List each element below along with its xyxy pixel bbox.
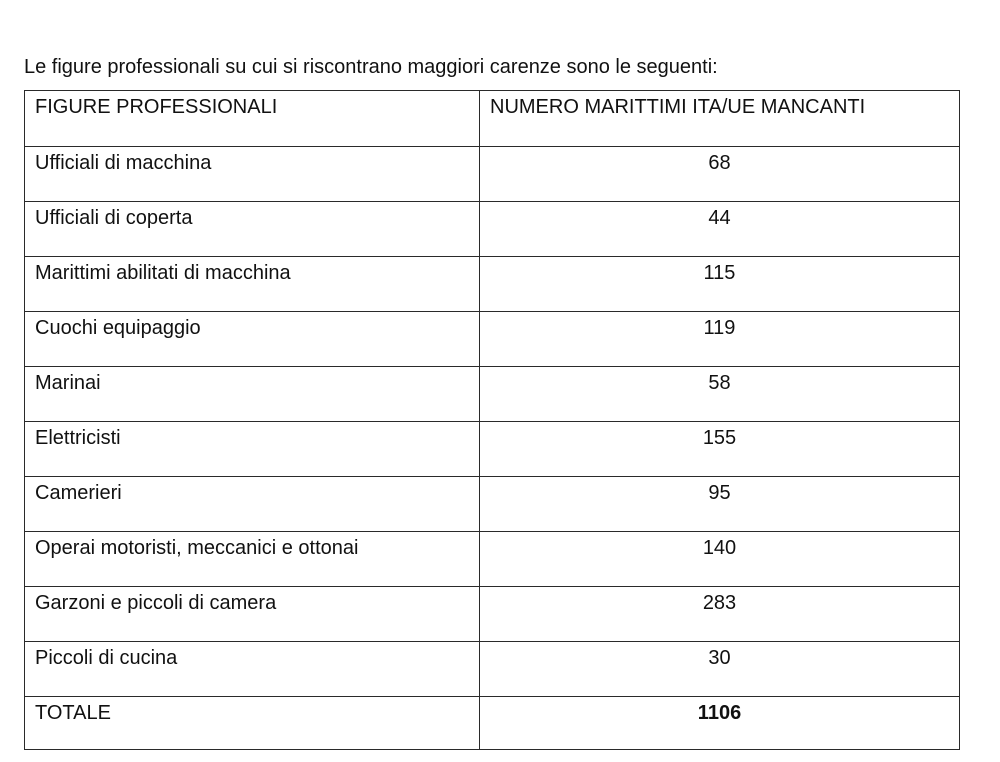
table-header xyxy=(25,91,960,147)
table-row xyxy=(25,532,960,587)
figure-cell: Ufficiali di coperta xyxy=(25,202,480,257)
table-row xyxy=(25,147,960,202)
figure-cell: Marittimi abilitati di macchina xyxy=(25,257,480,312)
count-cell: 140 xyxy=(480,532,960,587)
count-cell: 30 xyxy=(480,642,960,697)
total-label: TOTALE xyxy=(25,697,480,750)
figure-cell: Operai motoristi, meccanici e ottonai xyxy=(25,532,480,587)
table-row xyxy=(25,642,960,697)
figure-cell: Cuochi equipaggio xyxy=(25,312,480,367)
figure-cell: Camerieri xyxy=(25,477,480,532)
header-row xyxy=(25,91,960,147)
table-row xyxy=(25,587,960,642)
count-cell: 283 xyxy=(480,587,960,642)
table-body xyxy=(25,147,960,697)
count-cell: 44 xyxy=(480,202,960,257)
table-row xyxy=(25,202,960,257)
figure-cell: Garzoni e piccoli di camera xyxy=(25,587,480,642)
shortage-table xyxy=(24,90,960,750)
total-row xyxy=(25,697,960,750)
figure-cell: Elettricisti xyxy=(25,422,480,477)
figure-cell: Piccoli di cucina xyxy=(25,642,480,697)
header-count: NUMERO MARITTIMI ITA/UE MANCANTI xyxy=(480,91,960,147)
intro-text: Le figure professionali su cui si riscontrano maggiori carenze sono le seguenti: xyxy=(24,56,718,78)
table-row xyxy=(25,477,960,532)
table-footer xyxy=(25,697,960,750)
count-cell: 95 xyxy=(480,477,960,532)
count-cell: 68 xyxy=(480,147,960,202)
count-cell: 155 xyxy=(480,422,960,477)
figure-cell: Marinai xyxy=(25,367,480,422)
table-row xyxy=(25,312,960,367)
count-cell: 119 xyxy=(480,312,960,367)
table-row xyxy=(25,367,960,422)
figure-cell: Ufficiali di macchina xyxy=(25,147,480,202)
count-cell: 58 xyxy=(480,367,960,422)
count-cell: 115 xyxy=(480,257,960,312)
total-count: 1106 xyxy=(480,697,960,750)
table-row xyxy=(25,422,960,477)
table-row xyxy=(25,257,960,312)
header-figure: FIGURE PROFESSIONALI xyxy=(25,91,480,147)
